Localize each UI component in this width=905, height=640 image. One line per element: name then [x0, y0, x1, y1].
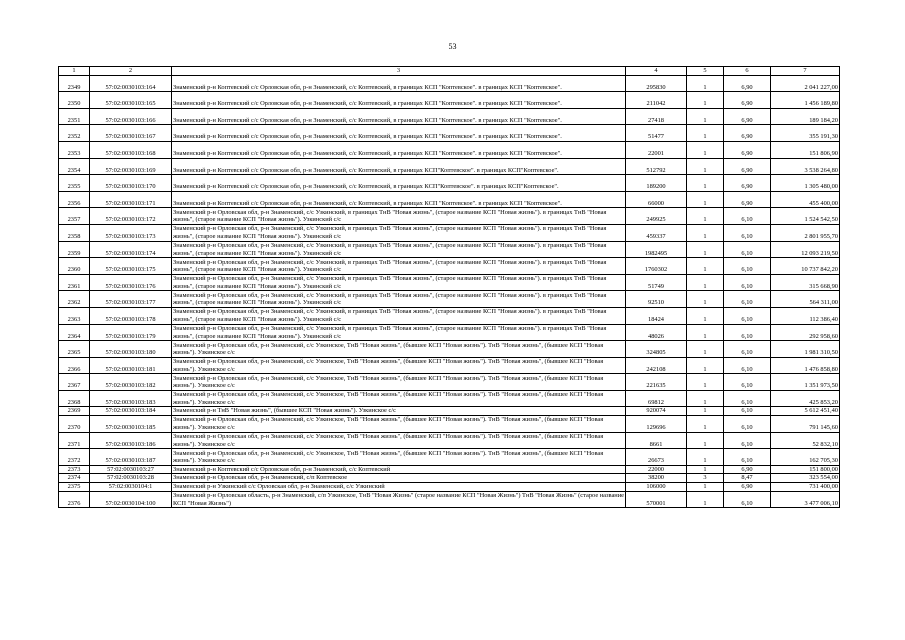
category-cell: 1	[687, 357, 724, 374]
rate-cell: 6,10	[724, 357, 771, 374]
area-cell: 211042	[626, 92, 687, 109]
area-cell: 66000	[626, 191, 687, 208]
cadastral-value-cell: 791 145,60	[771, 416, 840, 433]
table-row	[59, 75, 840, 92]
address-cell: Знаменский р-н Узкинский с/с Орловская обл, р-н Знаменский, с/с Узкинский	[172, 483, 626, 492]
column-header: 2	[90, 67, 172, 76]
category-cell: 1	[687, 374, 724, 391]
area-cell: 512792	[626, 158, 687, 175]
area-cell: 22000	[626, 465, 687, 474]
area-cell: 459337	[626, 224, 687, 241]
num-cell: 2367	[59, 374, 90, 391]
area-cell: 8661	[626, 432, 687, 449]
num-cell: 2353	[59, 141, 90, 158]
table-row	[59, 432, 840, 449]
cadastral-number-cell: 57:02:0030103:179	[90, 324, 172, 341]
cadastral-number-cell: 57:02:0030103:178	[90, 307, 172, 324]
cadastral-value-cell: 189 184,20	[771, 108, 840, 125]
column-header: 7	[771, 67, 840, 76]
cadastral-number-cell: 57:02:0030103:184	[90, 407, 172, 416]
table-row	[59, 274, 840, 291]
cadastral-value-cell: 2 801 955,70	[771, 224, 840, 241]
category-cell: 1	[687, 175, 724, 192]
table-row	[59, 474, 840, 483]
num-cell: 2368	[59, 390, 90, 407]
cadastral-value-cell: 455 400,00	[771, 191, 840, 208]
area-cell: 18424	[626, 307, 687, 324]
cadastral-number-cell: 57:02:0030104:1	[90, 483, 172, 492]
cadastral-value-cell: 112 386,40	[771, 307, 840, 324]
table-row	[59, 224, 840, 241]
table-row	[59, 341, 840, 358]
rate-cell: 6,90	[724, 125, 771, 142]
num-cell: 2360	[59, 258, 90, 275]
area-cell: 48026	[626, 324, 687, 341]
rate-cell: 6,10	[724, 258, 771, 275]
cadastral-number-cell: 57:02:0030104:100	[90, 491, 172, 508]
address-cell: Знаменский р-н Коптевский с/с Орловская обл, р-н Знаменский, с/с Коптевский, в границах КСП "Коптевское". в границах КСП "Коптевское".	[172, 108, 626, 125]
column-header: 6	[724, 67, 771, 76]
category-cell: 1	[687, 208, 724, 225]
table-row	[59, 258, 840, 275]
cadastral-value-cell: 323 554,00	[771, 474, 840, 483]
cadastral-value-cell: 731 400,00	[771, 483, 840, 492]
address-cell: Знаменский р-н Коптевский с/с Орловская обл, р-н Знаменский, с/с Коптевский, в границах КСП "Коптевское". в границах КСП "Коптевское".	[172, 125, 626, 142]
num-cell: 2369	[59, 407, 90, 416]
address-cell: Знаменский р-н Орловская обл, р-н Знаменский, с/с Узкинский, в границах ТнВ "Новая жизнь", (старое название КСП "Новая жизнь"). в границах ТнВ "Новая жизнь", (старое название КСП "Новая жизнь"). Узкинский с/с	[172, 241, 626, 258]
table-row	[59, 191, 840, 208]
cadastral-value-cell: 151 806,90	[771, 141, 840, 158]
cadastral-value-table	[58, 66, 840, 508]
category-cell: 1	[687, 416, 724, 433]
table-row	[59, 141, 840, 158]
area-cell: 129696	[626, 416, 687, 433]
area-cell: 189200	[626, 175, 687, 192]
cadastral-number-cell: 57:02:0030103:27	[90, 465, 172, 474]
cadastral-value-cell: 1 981 310,50	[771, 341, 840, 358]
area-cell: 69812	[626, 390, 687, 407]
rate-cell: 6,90	[724, 75, 771, 92]
area-cell: 27418	[626, 108, 687, 125]
address-cell: Знаменский р-н Орловская обл, р-н Знаменский, с/с Узкинское, ТнВ "Новая жизнь", (бывшее КСП "Новая жизнь"). ТнВ "Новая жизнь", (бывшее КСП "Новая жизнь"). Узкинское с/с	[172, 432, 626, 449]
category-cell: 3	[687, 474, 724, 483]
category-cell: 1	[687, 141, 724, 158]
cadastral-number-cell: 57:02:0030103:176	[90, 274, 172, 291]
category-cell: 1	[687, 158, 724, 175]
address-cell: Знаменский р-н Коптевский с/с Орловская обл, р-н Знаменский, с/с Коптевский, в границах КСП "Коптевское". в границах КСП "Коптевское".	[172, 191, 626, 208]
address-cell: Знаменский р-н Орловская обл, р-н Знаменский, с/с Узкинский, в границах ТнВ "Новая жизнь", (старое название КСП "Новая жизнь"). в границах ТнВ "Новая жизнь", (старое название КСП "Новая жизнь"). Узкинский с/с	[172, 291, 626, 308]
address-cell: Знаменский р-н Орловская обл, р-н Знаменский, с/с Узкинское, ТнВ "Новая жизнь", (бывшее КСП "Новая жизнь"). ТнВ "Новая жизнь", (бывшее КСП "Новая жизнь"). Узкинское с/с	[172, 374, 626, 391]
area-cell: 221635	[626, 374, 687, 391]
num-cell: 2363	[59, 307, 90, 324]
rate-cell: 6,90	[724, 141, 771, 158]
area-cell: 92510	[626, 291, 687, 308]
address-cell: Знаменский р-н Коптевский с/с Орловская обл, р-н Знаменский, с/с Коптевский	[172, 465, 626, 474]
area-cell: 570001	[626, 491, 687, 508]
num-cell: 2357	[59, 208, 90, 225]
address-cell: Знаменский р-н Орловская обл, р-н Знаменский, с/с Узкинский, в границах ТнВ "Новая жизнь", (старое название КСП "Новая жизнь"). в границах ТнВ "Новая жизнь", (старое название КСП "Новая жизнь"). Узкинский с/с	[172, 258, 626, 275]
table-row	[59, 291, 840, 308]
num-cell: 2371	[59, 432, 90, 449]
cadastral-number-cell: 57:02:0030103:180	[90, 341, 172, 358]
table-row	[59, 307, 840, 324]
area-cell: 38200	[626, 474, 687, 483]
num-cell: 2356	[59, 191, 90, 208]
category-cell: 1	[687, 75, 724, 92]
num-cell: 2364	[59, 324, 90, 341]
category-cell: 1	[687, 390, 724, 407]
cadastral-number-cell: 57:02:0030103:169	[90, 158, 172, 175]
cadastral-value-cell: 355 191,30	[771, 125, 840, 142]
table-row	[59, 92, 840, 109]
num-cell: 2374	[59, 474, 90, 483]
category-cell: 1	[687, 258, 724, 275]
cadastral-number-cell: 57:02:0030103:177	[90, 291, 172, 308]
category-cell: 1	[687, 108, 724, 125]
table-row	[59, 175, 840, 192]
cadastral-number-cell: 57:02:0030103:173	[90, 224, 172, 241]
area-cell: 295830	[626, 75, 687, 92]
category-cell: 1	[687, 191, 724, 208]
rate-cell: 6,10	[724, 416, 771, 433]
cadastral-number-cell: 57:02:0030103:181	[90, 357, 172, 374]
table-row	[59, 465, 840, 474]
rate-cell: 6,90	[724, 175, 771, 192]
table-row	[59, 158, 840, 175]
address-cell: Знаменский р-н Орловская обл, р-н Знаменский, с/п Коптевское	[172, 474, 626, 483]
cadastral-value-cell: 1 305 480,00	[771, 175, 840, 192]
address-cell: Знаменский р-н Орловская обл, р-н Знаменский, с/с Узкинское, ТнВ "Новая жизнь", (бывшее КСП "Новая жизнь"). ТнВ "Новая жизнь", (бывшее КСП "Новая жизнь"). Узкинское с/с	[172, 449, 626, 466]
category-cell: 1	[687, 291, 724, 308]
category-cell: 1	[687, 465, 724, 474]
cadastral-number-cell: 57:02:0030103:183	[90, 390, 172, 407]
rate-cell: 6,10	[724, 241, 771, 258]
area-cell: 1760302	[626, 258, 687, 275]
cadastral-number-cell: 57:02:0030103:171	[90, 191, 172, 208]
cadastral-value-cell: 151 800,00	[771, 465, 840, 474]
cadastral-number-cell: 57:02:0030103:174	[90, 241, 172, 258]
address-cell: Знаменский р-н Орловская обл, р-н Знаменский, с/с Узкинский, в границах ТнВ "Новая жизнь", (старое название КСП "Новая жизнь"). в границах ТнВ "Новая жизнь", (старое название КСП "Новая жизнь"). Узкинский с/с	[172, 307, 626, 324]
num-cell: 2354	[59, 158, 90, 175]
table-row	[59, 125, 840, 142]
address-cell: Знаменский р-н Орловская область, р-н Знаменский, с/п Узкинское, ТнВ "Новая Жизнь" (старое название КСП "Новая Жизнь") ТнВ "Новая Жизнь" (старое название КСП "Новая Жизнь")	[173, 492, 624, 507]
area-cell: 249925	[626, 208, 687, 225]
address-cell: Знаменский р-н Коптевский с/с Орловская обл, р-н Знаменский, с/с Коптевский, в границах КСП"Коптевское". в границах КСП"Коптевское".	[172, 158, 626, 175]
category-cell: 1	[687, 125, 724, 142]
rate-cell: 6,10	[724, 432, 771, 449]
cadastral-number-cell: 57:02:0030103:182	[90, 374, 172, 391]
rate-cell: 6,10	[724, 224, 771, 241]
table-row	[59, 491, 840, 508]
num-cell: 2350	[59, 92, 90, 109]
area-cell: 106000	[626, 483, 687, 492]
num-cell: 2352	[59, 125, 90, 142]
rate-cell: 6,10	[724, 274, 771, 291]
num-cell: 2349	[59, 75, 90, 92]
address-cell: Знаменский р-н Орловская обл, р-н Знаменский, с/с Узкинский, в границах ТнВ "Новая жизнь", (старое название КСП "Новая жизнь"). в границах ТнВ "Новая жизнь", (старое название КСП "Новая жизнь"). Узкинский с/с	[172, 224, 626, 241]
num-cell: 2376	[59, 491, 90, 508]
table-row	[59, 390, 840, 407]
category-cell: 1	[687, 449, 724, 466]
rate-cell: 6,10	[724, 324, 771, 341]
category-cell: 1	[687, 274, 724, 291]
cadastral-number-cell: 57:02:0030103:28	[90, 474, 172, 483]
address-cell: Знаменский р-н Коптевский с/с Орловская обл, р-н Знаменский, с/с Коптевский, в границах КСП"Коптевское". в границах КСП"Коптевское".	[172, 175, 626, 192]
num-cell: 2358	[59, 224, 90, 241]
cadastral-number-cell: 57:02:0030103:170	[90, 175, 172, 192]
area-cell: 51749	[626, 274, 687, 291]
category-cell: 1	[687, 407, 724, 416]
area-cell: 26673	[626, 449, 687, 466]
cadastral-number-cell: 57:02:0030103:175	[90, 258, 172, 275]
area-cell: 242108	[626, 357, 687, 374]
cadastral-number-cell: 57:02:0030103:166	[90, 108, 172, 125]
area-cell: 22001	[626, 141, 687, 158]
num-cell: 2375	[59, 483, 90, 492]
num-cell: 2373	[59, 465, 90, 474]
num-cell: 2372	[59, 449, 90, 466]
area-cell: 51477	[626, 125, 687, 142]
address-cell: Знаменский р-н Орловская обл, р-н Знаменский, с/с Узкинское, ТнВ "Новая жизнь", (бывшее КСП "Новая жизнь"). ТнВ "Новая жизнь", (бывшее КСП "Новая жизнь"). Узкинское с/с	[172, 357, 626, 374]
num-cell: 2361	[59, 274, 90, 291]
cadastral-value-cell: 425 853,20	[771, 390, 840, 407]
rate-cell: 6,10	[724, 491, 771, 508]
cadastral-value-cell: 2 041 227,00	[771, 75, 840, 92]
address-cell: Знаменский р-н Орловская обл, р-н Знаменский, с/с Узкинский, в границах ТнВ "Новая жизнь", (старое название КСП "Новая жизнь"). в границах ТнВ "Новая жизнь", (старое название КСП "Новая жизнь"). Узкинский с/с	[172, 274, 626, 291]
cadastral-value-cell: 12 093 219,50	[771, 241, 840, 258]
address-cell: Знаменский р-н Орловская обл, р-н Знаменский, с/с Узкинское, ТнВ "Новая жизнь", (бывшее КСП "Новая жизнь"). ТнВ "Новая жизнь", (бывшее КСП "Новая жизнь"). Узкинское с/с	[172, 390, 626, 407]
category-cell: 1	[687, 92, 724, 109]
table-row	[59, 208, 840, 225]
cadastral-value-cell: 564 311,00	[771, 291, 840, 308]
area-cell: 920074	[626, 407, 687, 416]
num-cell: 2351	[59, 108, 90, 125]
area-cell: 1982495	[626, 241, 687, 258]
cadastral-value-cell: 1 456 189,80	[771, 92, 840, 109]
rate-cell: 6,90	[724, 158, 771, 175]
rate-cell: 6,10	[724, 374, 771, 391]
table-row	[59, 407, 840, 416]
category-cell: 1	[687, 432, 724, 449]
address-cell: Знаменский р-н Коптевский с/с Орловская обл, р-н Знаменский, с/с Коптевский, в границах КСП "Коптевское". в границах КСП "Коптевское".	[172, 141, 626, 158]
cadastral-value-cell: 52 832,10	[771, 432, 840, 449]
rate-cell: 6,10	[724, 341, 771, 358]
category-cell: 1	[687, 224, 724, 241]
cadastral-value-cell: 162 705,30	[771, 449, 840, 466]
rate-cell: 6,10	[724, 390, 771, 407]
rate-cell: 8,47	[724, 474, 771, 483]
table-row	[59, 108, 840, 125]
category-cell: 1	[687, 307, 724, 324]
num-cell: 2355	[59, 175, 90, 192]
cadastral-value-cell: 1 524 542,50	[771, 208, 840, 225]
category-cell: 1	[687, 483, 724, 492]
cadastral-number-cell: 57:02:0030103:164	[90, 75, 172, 92]
cadastral-value-cell: 5 612 451,40	[771, 407, 840, 416]
rate-cell: 6,90	[724, 483, 771, 492]
category-cell: 1	[687, 241, 724, 258]
rate-cell: 6,10	[724, 307, 771, 324]
category-cell: 1	[687, 491, 724, 508]
address-cell: Знаменский р-н Орловская обл, р-н Знаменский, с/с Узкинский, в границах ТнВ "Новая жизнь", (старое название КСП "Новая жизнь"). в границах ТнВ "Новая жизнь", (старое название КСП "Новая жизнь"). Узкинский с/с	[172, 324, 626, 341]
table-row	[59, 374, 840, 391]
num-cell: 2359	[59, 241, 90, 258]
table-row	[59, 241, 840, 258]
cadastral-value-cell: 1 351 973,50	[771, 374, 840, 391]
address-cell: Знаменский р-н ТнВ "Новая жизнь", (бывшее КСП "Новая жизнь"). Узкинское с/с	[172, 407, 626, 416]
table-row	[59, 449, 840, 466]
column-header: 3	[172, 67, 626, 76]
category-cell: 1	[687, 341, 724, 358]
address-cell: Знаменский р-н Коптевский с/с Орловская обл, р-н Знаменский, с/с Коптевский, в границах КСП "Коптевское". в границах КСП "Коптевское".	[172, 75, 626, 92]
cadastral-value-cell: 1 476 858,80	[771, 357, 840, 374]
address-cell: Знаменский р-н Орловская обл, р-н Знаменский, с/с Узкинское, ТнВ "Новая жизнь", (бывшее КСП "Новая жизнь"). ТнВ "Новая жизнь", (бывшее КСП "Новая жизнь"). Узкинское с/с	[172, 416, 626, 433]
rate-cell: 6,10	[724, 208, 771, 225]
cadastral-value-cell: 3 538 264,80	[771, 158, 840, 175]
column-header: 1	[59, 67, 90, 76]
address-cell: Знаменский р-н Коптевский с/с Орловская обл, р-н Знаменский, с/с Коптевский, в границах КСП "Коптевское". в границах КСП "Коптевское".	[172, 92, 626, 109]
area-cell: 324805	[626, 341, 687, 358]
cadastral-value-cell: 315 668,90	[771, 274, 840, 291]
cadastral-number-cell: 57:02:0030103:187	[90, 449, 172, 466]
cadastral-number-cell: 57:02:0030103:165	[90, 92, 172, 109]
cadastral-number-cell: 57:02:0030103:186	[90, 432, 172, 449]
table-row	[59, 483, 840, 492]
cadastral-value-cell: 10 737 842,20	[771, 258, 840, 275]
rate-cell: 6,90	[724, 92, 771, 109]
cadastral-number-cell: 57:02:0030103:168	[90, 141, 172, 158]
page-number: 53	[448, 42, 457, 51]
rate-cell: 6,10	[724, 449, 771, 466]
num-cell: 2365	[59, 341, 90, 358]
cadastral-number-cell: 57:02:0030103:172	[90, 208, 172, 225]
column-number-row	[59, 67, 840, 76]
rate-cell: 6,10	[724, 407, 771, 416]
num-cell: 2370	[59, 416, 90, 433]
cadastral-value-cell: 3 477 006,10	[771, 491, 840, 508]
num-cell: 2362	[59, 291, 90, 308]
table-row	[59, 324, 840, 341]
column-header: 4	[626, 67, 687, 76]
address-cell: Знаменский р-н Орловская обл, р-н Знаменский, с/с Узкинский, в границах ТнВ "Новая жизнь", (старое название КСП "Новая жизнь"). в границах ТнВ "Новая жизнь", (старое название КСП "Новая жизнь"). Узкинский с/с	[172, 208, 626, 225]
cadastral-number-cell: 57:02:0030103:185	[90, 416, 172, 433]
cadastral-value-cell: 292 958,60	[771, 324, 840, 341]
column-header: 5	[687, 67, 724, 76]
cadastral-number-cell: 57:02:0030103:167	[90, 125, 172, 142]
rate-cell: 6,10	[724, 291, 771, 308]
table-row	[59, 357, 840, 374]
category-cell: 1	[687, 324, 724, 341]
rate-cell: 6,90	[724, 108, 771, 125]
num-cell: 2366	[59, 357, 90, 374]
address-cell: Знаменский р-н Орловская обл, р-н Знаменский, с/с Узкинское, ТнВ "Новая жизнь", (бывшее КСП "Новая жизнь"). ТнВ "Новая жизнь", (бывшее КСП "Новая жизнь"). Узкинское с/с	[172, 341, 626, 358]
table-row	[59, 416, 840, 433]
rate-cell: 6,90	[724, 191, 771, 208]
rate-cell: 6,90	[724, 465, 771, 474]
